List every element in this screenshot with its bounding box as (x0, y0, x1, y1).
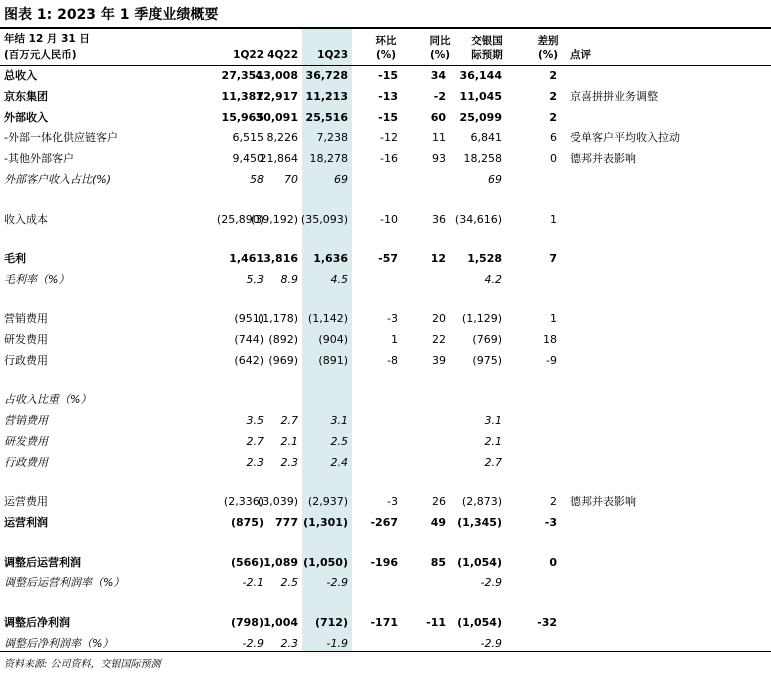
cell-1q22: 6,515 (232, 131, 264, 144)
cell-estimate: 18,258 (463, 152, 502, 165)
cell-4q22: 1,089 (263, 556, 298, 569)
cell-yoy: -11 (426, 616, 446, 629)
cell-1q22: 2.7 (246, 435, 264, 448)
row-label: -外部一体化供应链客户 (4, 131, 118, 144)
cell-1q23: (904) (318, 333, 348, 346)
cell-yoy (408, 393, 446, 407)
cell-yoy: 39 (432, 354, 446, 367)
cell-estimate: 2.1 (484, 435, 502, 448)
row-label: 运营利润 (4, 516, 48, 529)
row-label: 行政费用 (4, 456, 48, 469)
cell-diff: 18 (543, 333, 557, 346)
cell-4q22: 70 (284, 173, 298, 186)
cell-qoq: -196 (370, 556, 398, 569)
cell-1q22: -2.9 (242, 637, 264, 650)
cell-yoy: -2 (433, 90, 446, 103)
cell-comment (570, 273, 766, 287)
cell-comment (570, 393, 766, 407)
cell-4q22: 8,226 (266, 131, 298, 144)
cell-qoq (356, 435, 398, 449)
cell-1q23: 1,636 (313, 252, 348, 265)
cell-comment (570, 435, 766, 449)
cell-4q22: 2.5 (280, 576, 298, 589)
row-label: 调整后运营利润 (4, 556, 81, 569)
cell-comment: 受单客户平均收入拉动 (570, 131, 680, 144)
header-estimate-line1: 交银国 (471, 35, 503, 47)
cell-yoy (408, 273, 446, 287)
cell-estimate: (1,054) (457, 556, 502, 569)
cell-diff (515, 435, 557, 449)
cell-diff (515, 576, 557, 590)
cell-4q22: 2.3 (280, 637, 298, 650)
row-label: 收入成本 (4, 213, 48, 226)
row-label: 调整后运营利润率（%） (4, 576, 125, 589)
cell-yoy: 93 (432, 152, 446, 165)
cell-diff: 0 (550, 152, 557, 165)
cell-diff (515, 173, 557, 187)
header-yoy-line2: (%) (429, 49, 451, 61)
cell-4q22: (892) (268, 333, 298, 346)
cell-comment (570, 556, 766, 570)
cell-1q23: (35,093) (300, 213, 348, 226)
cell-1q23: (712) (314, 616, 348, 629)
cell-qoq: -15 (378, 111, 398, 124)
cell-comment (570, 312, 766, 326)
cell-yoy: 85 (430, 556, 446, 569)
cell-yoy (408, 414, 446, 428)
cell-estimate: (769) (472, 333, 502, 346)
cell-yoy: 22 (432, 333, 446, 346)
row-label: 调整后净利润率（%） (4, 637, 114, 650)
header-qoq-line2: (%) (375, 49, 397, 61)
cell-1q22: 1,461 (229, 252, 264, 265)
cell-estimate: (1,345) (457, 516, 502, 529)
cell-yoy (408, 435, 446, 449)
cell-yoy (408, 576, 446, 590)
cell-yoy: 11 (432, 131, 446, 144)
cell-estimate: 6,841 (470, 131, 502, 144)
cell-4q22: 43,008 (255, 69, 298, 82)
cell-diff (515, 393, 557, 407)
cell-1q23: 4.5 (330, 273, 348, 286)
cell-yoy (408, 173, 446, 187)
cell-4q22: 777 (275, 516, 298, 529)
cell-1q23: 3.1 (330, 414, 348, 427)
row-label: 毛利 (4, 252, 26, 265)
cell-yoy: 49 (430, 516, 446, 529)
row-label: 外部收入 (4, 111, 48, 124)
cell-1q23: 7,238 (316, 131, 348, 144)
cell-estimate: 36,144 (459, 69, 502, 82)
cell-1q23: (1,050) (303, 556, 348, 569)
cell-1q22: 5.3 (246, 273, 264, 286)
cell-1q22: -2.1 (242, 576, 264, 589)
cell-qoq (356, 393, 398, 407)
cell-comment: 京喜拼拼业务调整 (570, 90, 658, 103)
header-rule (0, 65, 771, 66)
cell-1q22: (875) (230, 516, 264, 529)
cell-1q23: (1,301) (303, 516, 348, 529)
cell-diff: 2 (549, 90, 557, 103)
cell-diff (515, 456, 557, 470)
cell-qoq: -16 (380, 152, 398, 165)
cell-qoq: 1 (391, 333, 398, 346)
cell-yoy: 26 (432, 495, 446, 508)
cell-4q22: (3,039) (257, 495, 298, 508)
cell-1q23: (891) (318, 354, 348, 367)
cell-4q22: 12,917 (255, 90, 298, 103)
cell-4q22: 8.9 (280, 273, 298, 286)
cell-yoy: 60 (430, 111, 446, 124)
cell-4q22: 2.3 (280, 456, 298, 469)
cell-qoq (356, 637, 398, 651)
cell-4q22: (1,178) (257, 312, 298, 325)
row-label: 行政费用 (4, 354, 48, 367)
cell-1q22: 15,965 (221, 111, 264, 124)
cell-diff (515, 414, 557, 428)
cell-comment (570, 516, 766, 530)
cell-estimate: 2.7 (484, 456, 502, 469)
cell-diff (515, 273, 557, 287)
cell-qoq: -12 (380, 131, 398, 144)
cell-estimate: 3.1 (484, 414, 502, 427)
cell-estimate: 25,099 (459, 111, 502, 124)
cell-comment (570, 616, 766, 630)
cell-1q23: 2.4 (330, 456, 348, 469)
cell-1q22: (642) (234, 354, 264, 367)
cell-diff: 7 (549, 252, 557, 265)
cell-comment (570, 69, 766, 83)
cell-4q22: 2.1 (280, 435, 298, 448)
cell-diff: 1 (550, 213, 557, 226)
cell-diff: 2 (550, 495, 557, 508)
row-label: 总收入 (4, 69, 37, 82)
header-diff-line2: (%) (537, 49, 559, 61)
cell-estimate: (1,054) (457, 616, 502, 629)
cell-qoq: -57 (378, 252, 398, 265)
row-label: 毛利率（%） (4, 273, 70, 286)
cell-comment: 德邦并表影响 (570, 495, 636, 508)
row-label: 运营费用 (4, 495, 48, 508)
cell-estimate: -2.9 (480, 637, 502, 650)
cell-diff: 1 (550, 312, 557, 325)
cell-1q23: 36,728 (305, 69, 348, 82)
cell-1q22: (744) (234, 333, 264, 346)
cell-4q22: 2.7 (280, 414, 298, 427)
row-label: 营销费用 (4, 312, 48, 325)
cell-1q23: 69 (334, 173, 348, 186)
cell-estimate (452, 393, 502, 407)
header-col-4q22: 4Q22 (267, 49, 298, 61)
source-note: 资料来源: 公司资料，交银国际预测 (4, 659, 161, 670)
cell-comment (570, 354, 766, 368)
table-title: 图表 1: 2023 年 1 季度业绩概要 (4, 7, 219, 23)
cell-1q22: (798) (230, 616, 264, 629)
row-label: 调整后净利润 (4, 616, 70, 629)
header-estimate-line2: 际预期 (471, 49, 503, 61)
cell-comment (570, 414, 766, 428)
cell-yoy (408, 456, 446, 470)
header-col-1q22: 1Q22 (233, 49, 264, 61)
header-yoy-line1: 同比 (429, 35, 451, 47)
cell-yoy (408, 637, 446, 651)
cell-4q22: (969) (268, 354, 298, 367)
cell-qoq: -171 (370, 616, 398, 629)
cell-qoq (356, 576, 398, 590)
cell-1q23: (2,937) (307, 495, 348, 508)
cell-qoq: -8 (387, 354, 398, 367)
cell-4q22: 1,004 (263, 616, 298, 629)
row-label: 研发费用 (4, 435, 48, 448)
header-diff-line1: 差别 (537, 35, 559, 47)
row-label: 外部客户收入占比(%) (4, 173, 112, 186)
cell-comment (570, 252, 766, 266)
cell-qoq: -267 (370, 516, 398, 529)
cell-1q23: (1,142) (307, 312, 348, 325)
cell-comment (570, 213, 766, 227)
cell-estimate: 11,045 (459, 90, 502, 103)
cell-1q22: 27,351 (221, 69, 264, 82)
cell-qoq: -10 (380, 213, 398, 226)
cell-estimate: (34,616) (454, 213, 502, 226)
row-label: 京东集团 (4, 90, 48, 103)
row-label: 占收入比重（%） (4, 393, 92, 406)
cell-4q22: (39,192) (250, 213, 298, 226)
cell-qoq (356, 273, 398, 287)
cell-1q22: (951) (234, 312, 264, 325)
cell-1q23: -1.9 (326, 637, 348, 650)
cell-diff: 0 (549, 556, 557, 569)
cell-4q22 (248, 393, 298, 407)
header-label-line1: 年结 12 月 31 日 (4, 33, 90, 45)
cell-comment (570, 456, 766, 470)
cell-qoq: -3 (387, 495, 398, 508)
cell-1q22: (2,336) (223, 495, 264, 508)
row-label: -其他外部客户 (4, 152, 74, 165)
cell-estimate: 69 (488, 173, 502, 186)
cell-yoy: 34 (430, 69, 446, 82)
cell-1q22: (566) (230, 556, 264, 569)
cell-1q23: -2.9 (326, 576, 348, 589)
cell-comment (570, 111, 766, 125)
top-rule (0, 27, 771, 29)
row-label: 研发费用 (4, 333, 48, 346)
cell-yoy: 36 (432, 213, 446, 226)
cell-yoy: 20 (432, 312, 446, 325)
cell-estimate: (975) (472, 354, 502, 367)
cell-comment (570, 173, 766, 187)
cell-estimate: -2.9 (480, 576, 502, 589)
cell-estimate: 4.2 (484, 273, 502, 286)
cell-diff: -32 (537, 616, 557, 629)
cell-1q22: 9,450 (232, 152, 264, 165)
cell-qoq (356, 456, 398, 470)
cell-4q22: 3,816 (263, 252, 298, 265)
cell-1q23: 11,213 (305, 90, 348, 103)
cell-qoq: -15 (378, 69, 398, 82)
cell-comment (570, 576, 766, 590)
header-label-line2: (百万元人民币) (4, 49, 77, 61)
cell-4q22: 21,864 (259, 152, 298, 165)
cell-estimate: 1,528 (467, 252, 502, 265)
cell-estimate: (1,129) (461, 312, 502, 325)
cell-1q22: 2.3 (246, 456, 264, 469)
cell-1q23 (298, 393, 348, 407)
cell-1q23: 18,278 (309, 152, 348, 165)
cell-1q23: 2.5 (330, 435, 348, 448)
cell-qoq: -3 (387, 312, 398, 325)
header-col-1q23: 1Q23 (317, 49, 348, 61)
cell-diff: 2 (549, 111, 557, 124)
cell-4q22: 30,091 (255, 111, 298, 124)
cell-diff: -9 (546, 354, 557, 367)
header-comment: 点评 (570, 49, 591, 61)
cell-1q23: 25,516 (305, 111, 348, 124)
cell-comment: 德邦并表影响 (570, 152, 636, 165)
bottom-rule (0, 651, 771, 652)
cell-diff: 2 (549, 69, 557, 82)
cell-1q22: (25,890) (216, 213, 264, 226)
cell-estimate: (2,873) (461, 495, 502, 508)
cell-yoy: 12 (430, 252, 446, 265)
cell-1q22: 3.5 (246, 414, 264, 427)
cell-qoq: -13 (378, 90, 398, 103)
cell-1q22: 58 (250, 173, 264, 186)
cell-comment (570, 637, 766, 651)
cell-diff: -3 (544, 516, 557, 529)
row-label: 营销费用 (4, 414, 48, 427)
cell-diff: 6 (550, 131, 557, 144)
cell-diff (515, 637, 557, 651)
cell-qoq (356, 414, 398, 428)
cell-comment (570, 333, 766, 347)
header-qoq-line1: 环比 (375, 35, 397, 47)
cell-1q22: 11,387 (221, 90, 264, 103)
cell-qoq (356, 173, 398, 187)
